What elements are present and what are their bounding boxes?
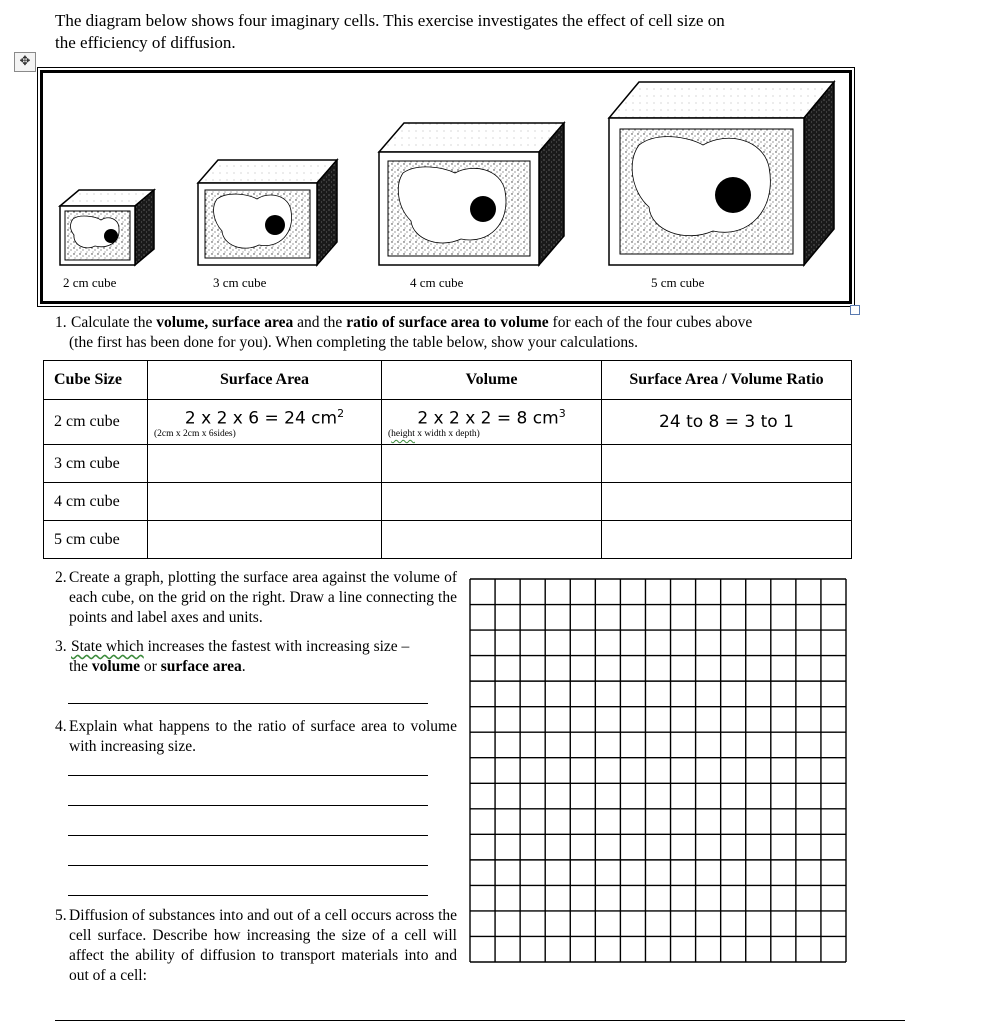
cell-cubes-figure <box>40 70 852 304</box>
question-5: 5. Diffusion of substances into and out of a cell occurs across the cell surface. Describe how increasing the size of a cell will affect the ability of diffusion to transport materials into and out of a cell: <box>55 907 457 984</box>
header-surface-area: Surface Area <box>148 361 382 400</box>
question-1: 1. Calculate the volume, surface area and the ratio of surface area to volume for each of the four cubes above (the first has been done for you). When completing the table below, show your calculations. <box>55 314 753 351</box>
answer-line-q4-1[interactable] <box>68 775 428 776</box>
question-4: 4. Explain what happens to the ratio of surface area to volume with increasing size. <box>55 718 457 755</box>
question-2-number: 2. <box>55 569 67 586</box>
table-move-handle-icon[interactable]: ✥ <box>14 52 36 72</box>
answer-line-q4-3[interactable] <box>68 835 428 836</box>
question-3: 3. State which increases the fastest with increasing size – the volume or surface area. <box>55 638 410 675</box>
calculation-table <box>43 360 852 559</box>
row-cube-size: 4 cm cube <box>44 483 148 521</box>
intro-line-2: the efficiency of diffusion. <box>55 33 236 52</box>
cell-surface-area[interactable]: 2 x 2 x 6 = 24 $cm^2$ (2cm x 2cm x 6sides) <box>148 400 382 445</box>
answer-line-q4-5[interactable] <box>68 895 428 896</box>
row-cube-size: 3 cm cube <box>44 445 148 483</box>
cube-4cm <box>379 123 564 265</box>
cell-ratio[interactable]: 24 to 8 = 3 to 1 <box>602 400 852 445</box>
question-4-number: 4. <box>55 718 67 735</box>
row-cube-size: 2 cm cube <box>44 400 148 445</box>
cell-surface-area[interactable] <box>148 445 382 483</box>
answer-line-q5[interactable] <box>55 1020 905 1021</box>
question-5-number: 5. <box>55 907 67 924</box>
cube-label-5cm: 5 cm cube <box>651 275 705 290</box>
cell-ratio[interactable] <box>602 521 852 559</box>
cube-label-4cm: 4 cm cube <box>410 275 464 290</box>
cube-2cm <box>60 190 154 265</box>
table-row <box>44 483 852 521</box>
table-row <box>44 521 852 559</box>
cell-surface-area[interactable] <box>148 483 382 521</box>
cell-volume[interactable]: 2 x 2 x 2 = 8 $cm^3$ (height x width x depth) <box>382 400 602 445</box>
cube-3cm <box>198 160 337 265</box>
header-ratio: Surface Area / Volume Ratio <box>602 361 852 400</box>
surface-area-note: (2cm x 2cm x 6sides) <box>154 428 236 439</box>
cubes-illustration <box>43 73 849 301</box>
cell-volume[interactable] <box>382 483 602 521</box>
table-row <box>44 445 852 483</box>
header-cube-size: Cube Size <box>44 361 148 400</box>
question-1-number: 1. <box>55 314 67 331</box>
cell-ratio[interactable] <box>602 483 852 521</box>
cube-5cm <box>609 82 834 265</box>
intro-text <box>55 10 855 54</box>
table-header-row <box>44 361 852 400</box>
cube-label-2cm: 2 cm cube <box>63 275 117 290</box>
cell-surface-area[interactable] <box>148 521 382 559</box>
cell-volume[interactable] <box>382 521 602 559</box>
graph-grid[interactable] <box>469 578 847 963</box>
question-3-number: 3. <box>55 638 67 655</box>
cell-volume[interactable] <box>382 445 602 483</box>
intro-line-1: The diagram below shows four imaginary cells. This exercise investigates the effect of cell size on <box>55 11 725 30</box>
table-row <box>44 400 852 445</box>
question-2: 2. Create a graph, plotting the surface area against the volume of each cube, on the grid on the right. Draw a line connecting the points and label axes and units. <box>55 569 457 626</box>
answer-line-q3[interactable] <box>68 703 428 704</box>
row-cube-size: 5 cm cube <box>44 521 148 559</box>
header-volume: Volume <box>382 361 602 400</box>
answer-line-q4-2[interactable] <box>68 805 428 806</box>
cell-ratio[interactable] <box>602 445 852 483</box>
volume-note: (height x width x depth) <box>388 428 480 439</box>
cube-label-3cm: 3 cm cube <box>213 275 267 290</box>
answer-line-q4-4[interactable] <box>68 865 428 866</box>
